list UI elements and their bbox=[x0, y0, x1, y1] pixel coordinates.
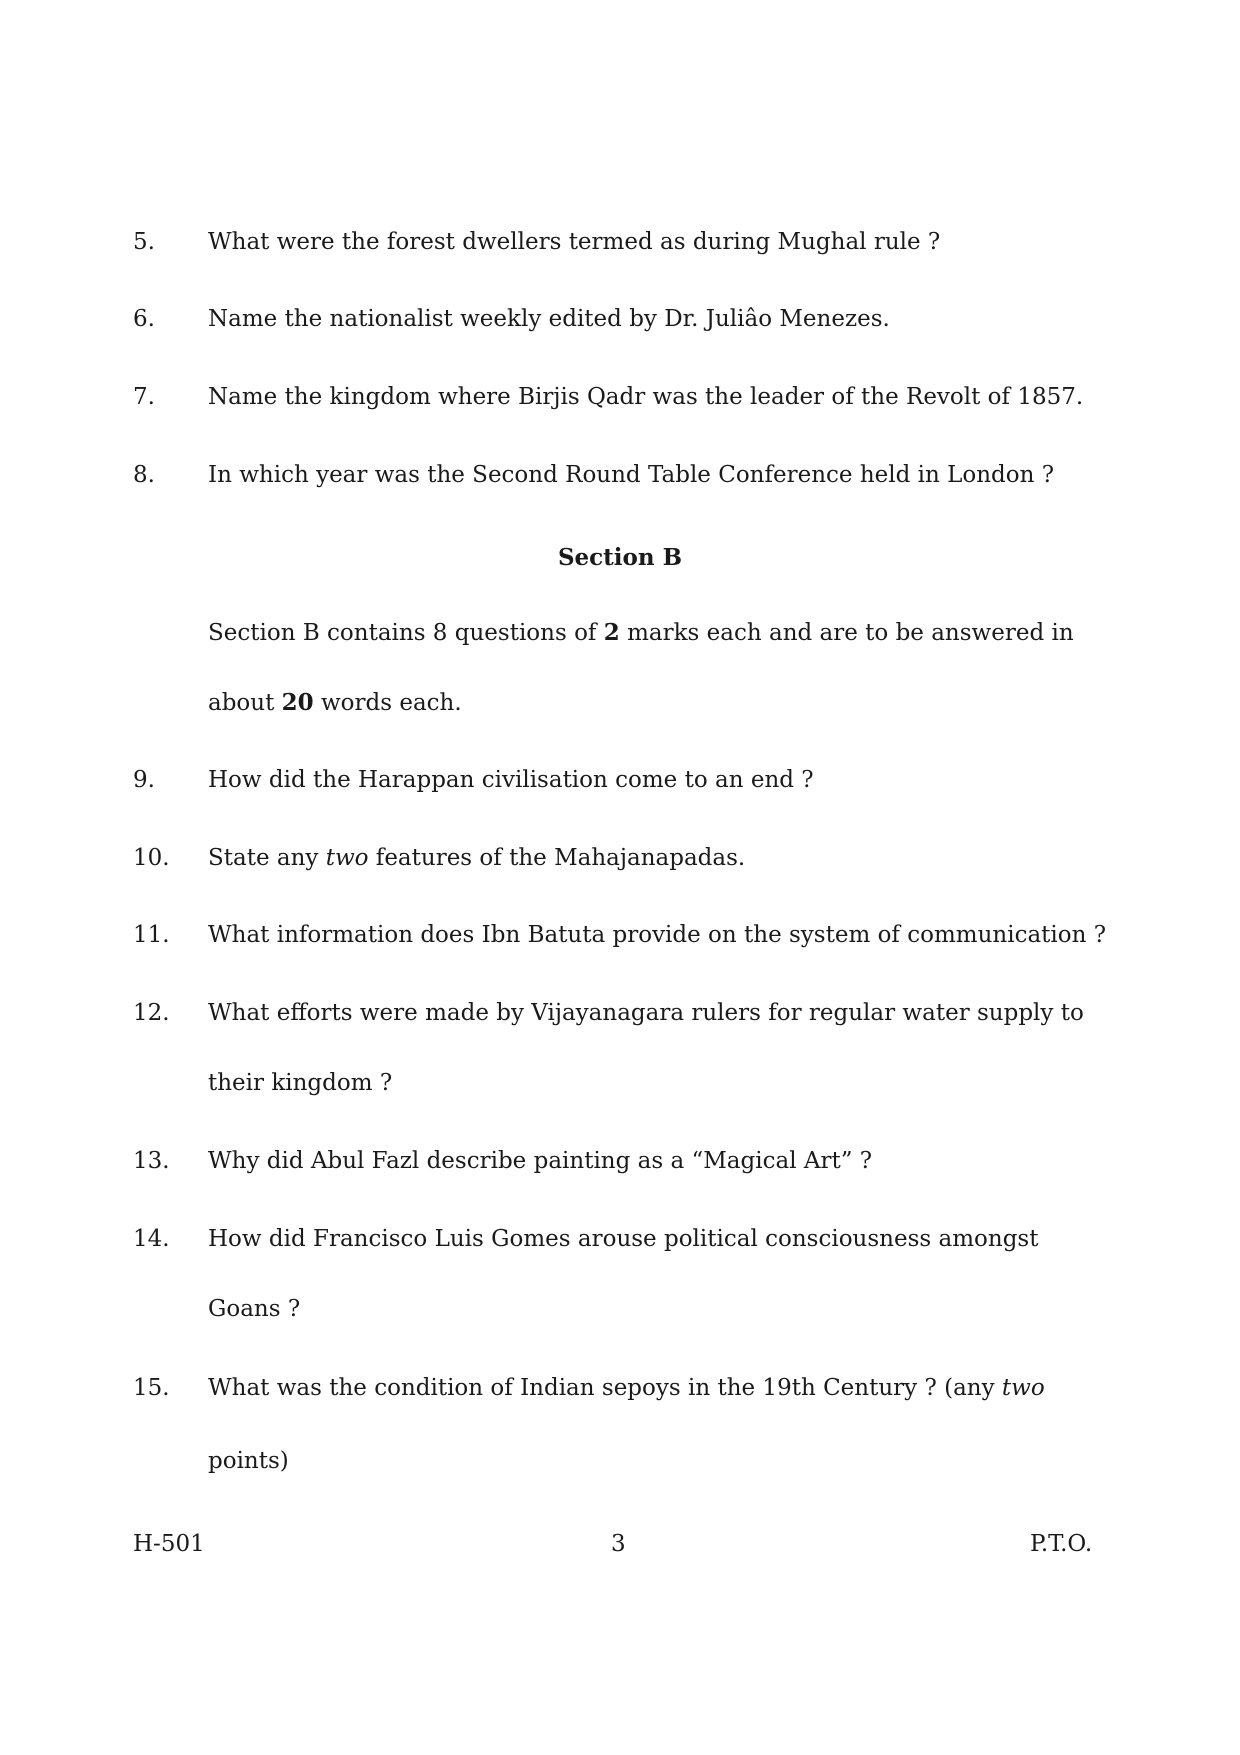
question-number: 11. bbox=[133, 922, 170, 948]
question-number: 15. bbox=[133, 1375, 170, 1401]
question-text: What were the forest dwellers termed as during Mughal rule ? bbox=[208, 229, 941, 255]
question-text: Name the nationalist weekly edited by Dr. Juliâo Menezes. bbox=[208, 306, 890, 332]
word-limit-value: 20 bbox=[281, 689, 314, 716]
question-number: 10. bbox=[133, 845, 170, 871]
marks-value: 2 bbox=[603, 619, 620, 646]
instruction-text: about bbox=[208, 690, 282, 716]
section-heading: Section B bbox=[557, 544, 683, 571]
section-instructions-line-2 bbox=[208, 688, 1113, 718]
instruction-text: Section B contains 8 questions of bbox=[208, 620, 604, 646]
question-number: 8. bbox=[133, 462, 155, 488]
question-text-continuation: Goans ? bbox=[208, 1296, 301, 1322]
question-text: Name the kingdom where Birjis Qadr was the leader of the Revolt of 1857. bbox=[208, 384, 1084, 410]
question-text: What efforts were made by Vijayanagara rulers for regular water supply to bbox=[208, 1000, 1084, 1026]
question-text: How did the Harappan civilisation come to an end ? bbox=[208, 767, 814, 793]
question-number: 14. bbox=[133, 1226, 170, 1252]
question-text-continuation: points) bbox=[208, 1448, 289, 1474]
question-text-part: State any bbox=[208, 845, 326, 871]
paper-code: H-501 bbox=[133, 1531, 205, 1557]
question-number: 6. bbox=[133, 306, 155, 332]
question-number: 9. bbox=[133, 767, 155, 793]
question-emphasis: two bbox=[1001, 1375, 1045, 1401]
question-text bbox=[208, 1373, 1113, 1403]
please-turn-over: P.T.O. bbox=[1030, 1531, 1093, 1557]
question-text: How did Francisco Luis Gomes arouse political consciousness amongst bbox=[208, 1226, 1039, 1252]
question-number: 7. bbox=[133, 384, 155, 410]
question-number: 13. bbox=[133, 1148, 170, 1174]
question-text-continuation: their kingdom ? bbox=[208, 1070, 393, 1096]
question-text-part: What was the condition of Indian sepoys in the 19th Century ? (any bbox=[208, 1375, 1002, 1401]
question-text bbox=[208, 843, 1113, 873]
question-text: Why did Abul Fazl describe painting as a “Magical Art” ? bbox=[208, 1148, 873, 1174]
question-number: 5. bbox=[133, 229, 155, 255]
question-emphasis: two bbox=[325, 845, 369, 871]
question-text: In which year was the Second Round Table Conference held in London ? bbox=[208, 462, 1055, 488]
instruction-text: words each. bbox=[313, 690, 462, 716]
instruction-text: marks each and are to be answered in bbox=[619, 620, 1074, 646]
question-text: What information does Ibn Batuta provide on the system of communication ? bbox=[208, 922, 1107, 948]
question-number: 12. bbox=[133, 1000, 170, 1026]
page-number: 3 bbox=[611, 1531, 626, 1557]
question-text-part: features of the Mahajanapadas. bbox=[368, 845, 746, 871]
section-instructions-line-1 bbox=[208, 618, 1113, 648]
